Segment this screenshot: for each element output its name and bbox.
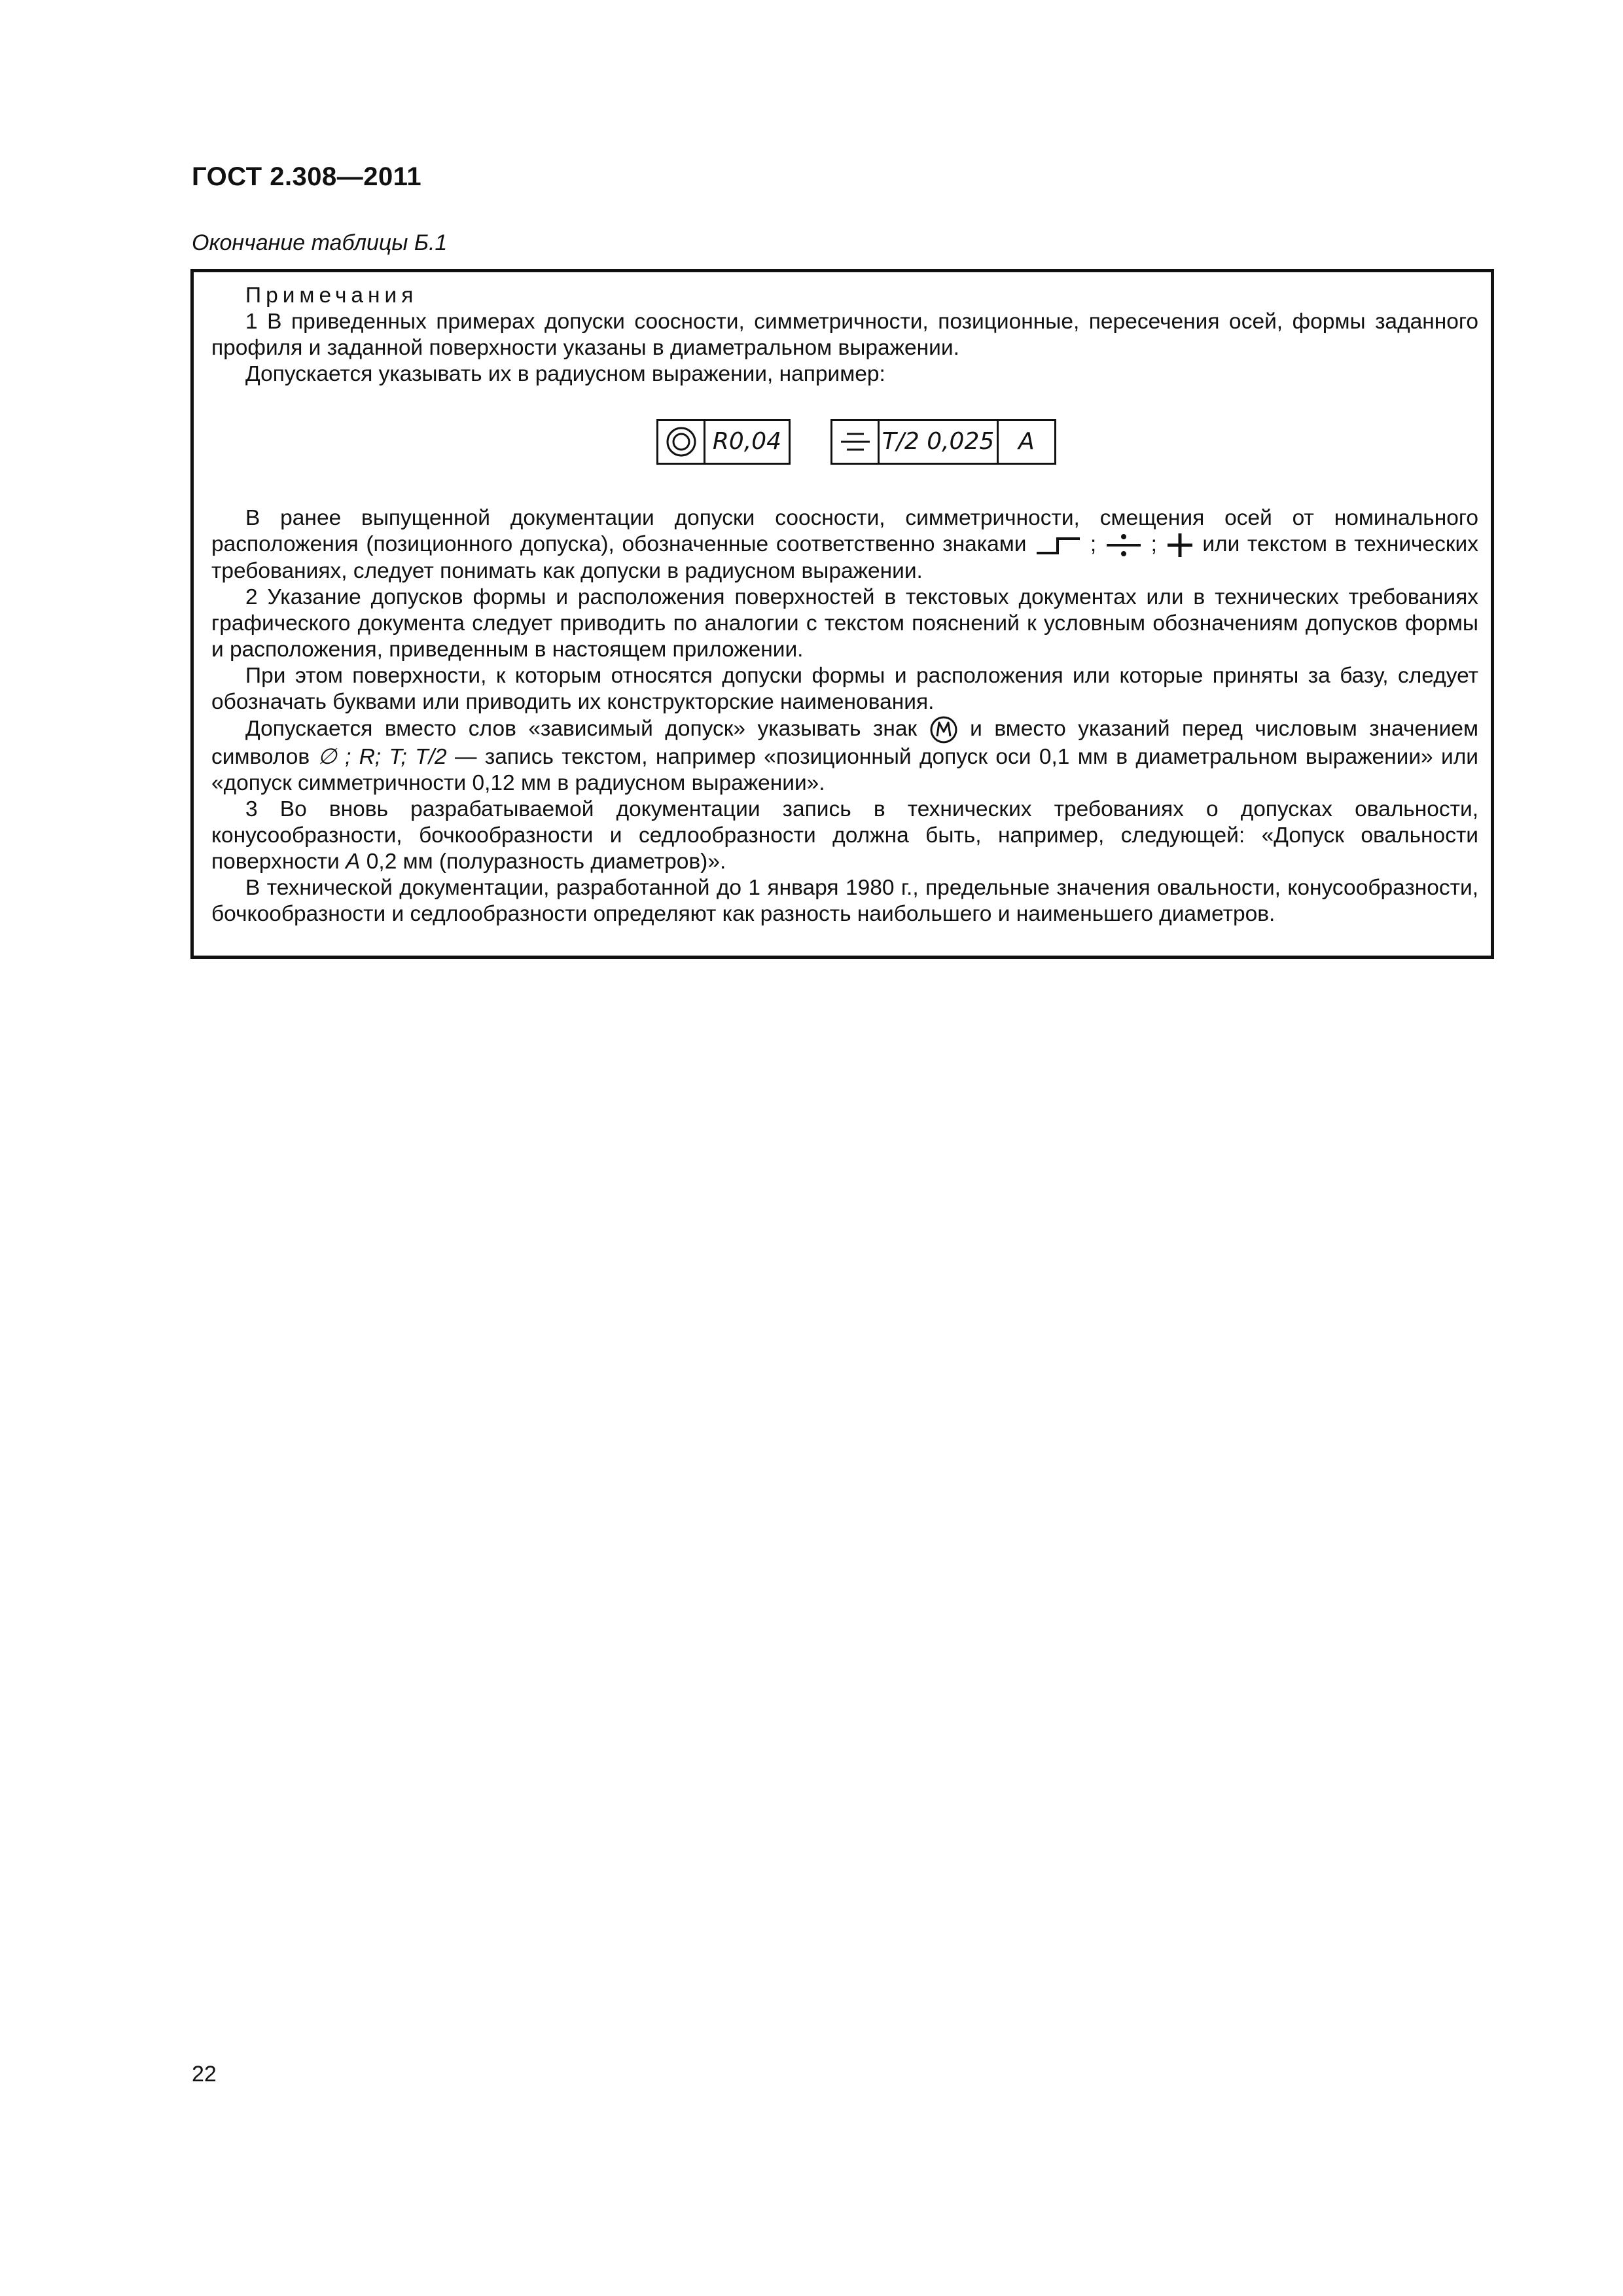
note-text: — запись текстом, например «позиционный допуск оси 0,1 мм в диаметральном выражении» или «допуск симметричности 0,12 мм в радиусном выражении».	[211, 745, 1478, 796]
fcf-tolerance-value: T/2 0,025	[880, 421, 999, 463]
fcf-tolerance-value: R0,04	[712, 428, 782, 455]
note-1: 1 В приведенных примерах допуски соосности, симметричности, позиционные, пересечения осей, формы заданного профиля и заданной поверхности указаны в диаметральном выражении.	[211, 310, 1478, 360]
symmetry-icon	[832, 421, 880, 463]
note-text: Допускается вместо слов «зависимый допуск» указывать знак	[245, 717, 918, 741]
note-2: 2 Указание допусков формы и расположения поверхностей в текстовых документах или в технических требованиях графического документа следует приводить по аналогии с текстом пояснений к условным обозначениям допусков формы и расположения, приведенным в настоящем приложении.	[211, 585, 1478, 662]
note-legacy-text-2: или текстом в технических требованиях, следует понимать как допуски в радиусном выражении.	[211, 532, 1478, 584]
concentricity-icon	[658, 421, 705, 463]
note-2-mmc	[211, 715, 1478, 797]
page-number: 22	[192, 2062, 217, 2087]
note-2-datums: При этом поверхности, к которым относятся допуски формы и расположения или которые приняты за базу, следует обозначать буквами или приводить их конструкторские наименования.	[211, 664, 1478, 715]
position-old-icon	[1165, 532, 1195, 558]
symmetry-old-icon	[1104, 532, 1143, 558]
surface-letter: А	[346, 850, 361, 874]
note-3	[211, 797, 1478, 875]
note-legacy-text-1: В ранее выпущенной документации допуски соосности, симметричности, смещения осей от номинального расположения (позиционного допуска), обозначенные соответственно знаками	[211, 506, 1478, 556]
fcf-examples	[211, 387, 1478, 505]
fcf-concentricity	[656, 419, 791, 465]
separator: ;	[1090, 532, 1097, 556]
document-code: ГОСТ 2.308—2011	[192, 162, 422, 191]
table-caption: Окончание таблицы Б.1	[192, 230, 448, 255]
notes-block	[211, 283, 1478, 927]
note-text: 0,2 мм (полуразность диаметров)».	[366, 850, 726, 874]
separator: ;	[1150, 532, 1157, 556]
notes-title: Примечания	[245, 283, 418, 308]
mmc-circle-m-icon	[929, 715, 958, 744]
fcf-datum: A	[1018, 428, 1035, 455]
note-1-radius: Допускается указывать их в радиусном выражении, например:	[245, 362, 885, 386]
note-text: 3 Во вновь разрабатываемой документации запись в технических требованиях о допусках овальности, конусообразности, бочкообразности и седлообразности должна быть, например, следующей: «Допуск овальности поверхности	[211, 797, 1478, 874]
note-legacy-symbols	[211, 505, 1478, 584]
coaxiality-old-icon	[1034, 533, 1082, 557]
fcf-symmetry	[830, 419, 1056, 465]
note-text: и вместо указаний перед числовым значением символов	[211, 717, 1478, 770]
note-symbols: ∅ ; R; T; T/2	[317, 745, 447, 770]
note-3-legacy: В технической документации, разработанной до 1 января 1980 г., предельные значения овальности, конусообразности, бочкообразности и седлообразности определяют как разность наибольшего и наименьшего диаметров.	[211, 876, 1478, 927]
